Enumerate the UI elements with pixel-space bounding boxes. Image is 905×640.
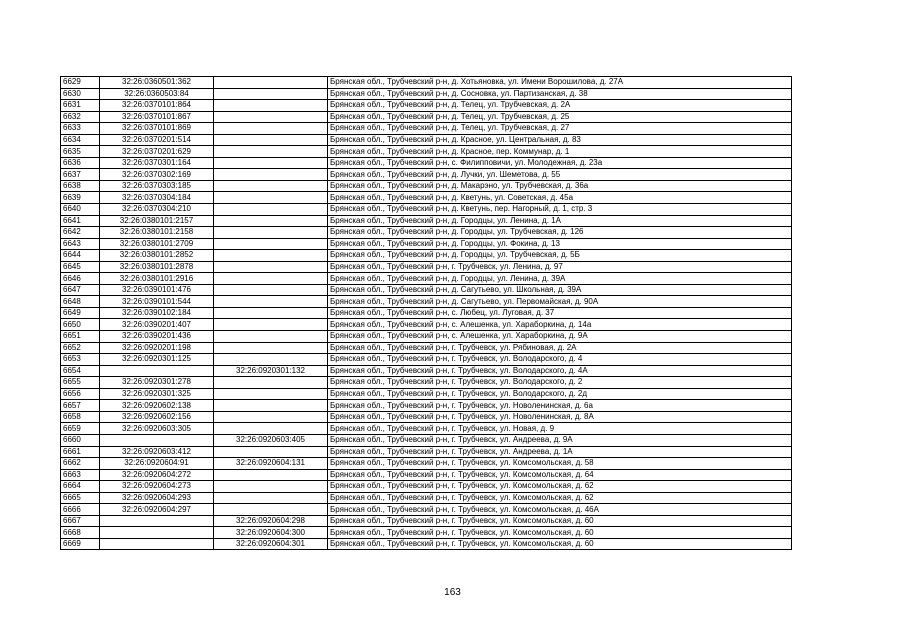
secondary-cadastral-cell: 32:26:0920603:405 <box>214 434 328 446</box>
address-cell: Брянская обл., Трубчевский р-н, г. Трубчевск, ул. Новая, д. 9 <box>328 423 792 435</box>
secondary-cadastral-cell: 32:26:0920604:298 <box>214 515 328 527</box>
table-row <box>61 169 792 181</box>
table-row <box>61 273 792 285</box>
table-row <box>61 377 792 389</box>
row-number-cell: 6654 <box>61 365 100 377</box>
secondary-cadastral-cell <box>214 88 328 100</box>
address-cell: Брянская обл., Трубчевский р-н, г. Трубчевск, ул. Комсомольская, д. 62 <box>328 481 792 493</box>
row-number-cell: 6629 <box>61 77 100 89</box>
row-number-cell: 6658 <box>61 411 100 423</box>
cadastral-number-cell: 32:26:0360501:362 <box>100 77 214 89</box>
address-cell: Брянская обл., Трубчевский р-н, д. Городцы, ул. Трубчевская, д. 5Б <box>328 250 792 262</box>
cadastral-number-cell: 32:26:0920604:273 <box>100 481 214 493</box>
address-cell: Брянская обл., Трубчевский р-н, д. Кветунь, пер. Нагорный, д. 1, стр. 3 <box>328 204 792 216</box>
cadastral-number-cell: 32:26:0920604:293 <box>100 492 214 504</box>
row-number-cell: 6633 <box>61 123 100 135</box>
row-number-cell: 6630 <box>61 88 100 100</box>
secondary-cadastral-cell <box>214 157 328 169</box>
address-cell: Брянская обл., Трубчевский р-н, д. Кветунь, ул. Советская, д. 45а <box>328 192 792 204</box>
cadastral-number-cell: 32:26:0920604:91 <box>100 458 214 470</box>
table-row <box>61 146 792 158</box>
row-number-cell: 6640 <box>61 204 100 216</box>
table-row <box>61 400 792 412</box>
table-row <box>61 215 792 227</box>
cadastral-number-cell: 32:26:0380101:2852 <box>100 250 214 262</box>
secondary-cadastral-cell <box>214 504 328 516</box>
address-cell: Брянская обл., Трубчевский р-н, г. Трубчевск, ул. Рябиновая, д. 2А <box>328 342 792 354</box>
address-cell: Брянская обл., Трубчевский р-н, г. Трубчевск, ул. Ленина, д. 97 <box>328 261 792 273</box>
row-number-cell: 6649 <box>61 307 100 319</box>
cadastral-number-cell: 32:26:0370201:514 <box>100 134 214 146</box>
cadastral-number-cell: 32:26:0920604:297 <box>100 504 214 516</box>
table-row <box>61 284 792 296</box>
address-cell: Брянская обл., Трубчевский р-н, д. Городцы, ул. Трубчевская, д. 126 <box>328 227 792 239</box>
table-row <box>61 296 792 308</box>
secondary-cadastral-cell <box>214 111 328 123</box>
table-row <box>61 100 792 112</box>
address-cell: Брянская обл., Трубчевский р-н, д. Телец, ул. Трубчевская, д. 27 <box>328 123 792 135</box>
table-row <box>61 411 792 423</box>
address-cell: Брянская обл., Трубчевский р-н, г. Трубчевск, ул. Комсомольская, д. 60 <box>328 538 792 550</box>
secondary-cadastral-cell <box>214 238 328 250</box>
secondary-cadastral-cell <box>214 134 328 146</box>
cadastral-number-cell <box>100 515 214 527</box>
cadastral-number-cell: 32:26:0390102:184 <box>100 307 214 319</box>
row-number-cell: 6650 <box>61 319 100 331</box>
cadastral-number-cell: 32:26:0920603:412 <box>100 446 214 458</box>
row-number-cell: 6644 <box>61 250 100 262</box>
cadastral-number-cell: 32:26:0380101:2158 <box>100 227 214 239</box>
table-row <box>61 307 792 319</box>
row-number-cell: 6651 <box>61 331 100 343</box>
table-row <box>61 123 792 135</box>
row-number-cell: 6660 <box>61 434 100 446</box>
secondary-cadastral-cell <box>214 227 328 239</box>
table-row <box>61 342 792 354</box>
row-number-cell: 6639 <box>61 192 100 204</box>
table-row <box>61 481 792 493</box>
table-row <box>61 515 792 527</box>
row-number-cell: 6634 <box>61 134 100 146</box>
row-number-cell: 6635 <box>61 146 100 158</box>
secondary-cadastral-cell <box>214 446 328 458</box>
secondary-cadastral-cell <box>214 492 328 504</box>
cadastral-number-cell: 32:26:0360503:84 <box>100 88 214 100</box>
table-row <box>61 227 792 239</box>
address-cell: Брянская обл., Трубчевский р-н, г. Трубчевск, ул. Новоленинская, д. 8А <box>328 411 792 423</box>
cadastral-number-cell: 32:26:0380101:2157 <box>100 215 214 227</box>
row-number-cell: 6638 <box>61 180 100 192</box>
document-page <box>60 76 792 550</box>
row-number-cell: 6647 <box>61 284 100 296</box>
secondary-cadastral-cell <box>214 411 328 423</box>
table-row <box>61 319 792 331</box>
cadastral-number-cell: 32:26:0370304:184 <box>100 192 214 204</box>
secondary-cadastral-cell <box>214 342 328 354</box>
secondary-cadastral-cell <box>214 204 328 216</box>
row-number-cell: 6637 <box>61 169 100 181</box>
cadastral-number-cell: 32:26:0390101:476 <box>100 284 214 296</box>
table-row <box>61 134 792 146</box>
address-cell: Брянская обл., Трубчевский р-н, г. Трубчевск, ул. Комсомольская, д. 64 <box>328 469 792 481</box>
cadastral-number-cell: 32:26:0370101:869 <box>100 123 214 135</box>
address-cell: Брянская обл., Трубчевский р-н, д. Городцы, ул. Ленина, д. 39А <box>328 273 792 285</box>
table-row <box>61 423 792 435</box>
address-cell: Брянская обл., Трубчевский р-н, д. Сосновка, ул. Партизанская, д. 38 <box>328 88 792 100</box>
row-number-cell: 6662 <box>61 458 100 470</box>
address-cell: Брянская обл., Трубчевский р-н, д. Красное, ул. Центральная, д. 83 <box>328 134 792 146</box>
address-cell: Брянская обл., Трубчевский р-н, с. Алешенка, ул. Хараборкина, д. 14а <box>328 319 792 331</box>
row-number-cell: 6667 <box>61 515 100 527</box>
address-cell: Брянская обл., Трубчевский р-н, г. Трубчевск, ул. Комсомольская, д. 46А <box>328 504 792 516</box>
cadastral-number-cell: 32:26:0370304:210 <box>100 204 214 216</box>
table-row <box>61 238 792 250</box>
address-cell: Брянская обл., Трубчевский р-н, г. Трубчевск, ул. Володарского, д. 2д <box>328 388 792 400</box>
table-row <box>61 527 792 539</box>
row-number-cell: 6643 <box>61 238 100 250</box>
table-row <box>61 331 792 343</box>
secondary-cadastral-cell <box>214 261 328 273</box>
table-row <box>61 538 792 550</box>
secondary-cadastral-cell: 32:26:0920301:132 <box>214 365 328 377</box>
table-row <box>61 111 792 123</box>
secondary-cadastral-cell <box>214 296 328 308</box>
property-table-body <box>61 77 792 550</box>
cadastral-number-cell: 32:26:0920604:272 <box>100 469 214 481</box>
secondary-cadastral-cell <box>214 354 328 366</box>
secondary-cadastral-cell <box>214 377 328 389</box>
cadastral-number-cell <box>100 538 214 550</box>
secondary-cadastral-cell <box>214 400 328 412</box>
table-row <box>61 204 792 216</box>
cadastral-number-cell: 32:26:0370201:629 <box>100 146 214 158</box>
address-cell: Брянская обл., Трубчевский р-н, г. Трубчевск, ул. Володарского, д. 4А <box>328 365 792 377</box>
cadastral-number-cell: 32:26:0920201:198 <box>100 342 214 354</box>
row-number-cell: 6663 <box>61 469 100 481</box>
secondary-cadastral-cell <box>214 215 328 227</box>
table-row <box>61 434 792 446</box>
secondary-cadastral-cell <box>214 273 328 285</box>
row-number-cell: 6664 <box>61 481 100 493</box>
cadastral-number-cell: 32:26:0920301:278 <box>100 377 214 389</box>
row-number-cell: 6648 <box>61 296 100 308</box>
address-cell: Брянская обл., Трубчевский р-н, г. Трубчевск, ул. Володарского, д. 2 <box>328 377 792 389</box>
table-row <box>61 157 792 169</box>
address-cell: Брянская обл., Трубчевский р-н, г. Трубчевск, ул. Новоленинская, д. 6а <box>328 400 792 412</box>
row-number-cell: 6655 <box>61 377 100 389</box>
address-cell: Брянская обл., Трубчевский р-н, д. Телец, ул. Трубчевская, д. 25 <box>328 111 792 123</box>
secondary-cadastral-cell: 32:26:0920604:300 <box>214 527 328 539</box>
table-row <box>61 180 792 192</box>
table-row <box>61 77 792 89</box>
cadastral-number-cell: 32:26:0370301:164 <box>100 157 214 169</box>
address-cell: Брянская обл., Трубчевский р-н, г. Трубчевск, ул. Комсомольская, д. 62 <box>328 492 792 504</box>
table-row <box>61 504 792 516</box>
cadastral-number-cell: 32:26:0380101:2878 <box>100 261 214 273</box>
secondary-cadastral-cell <box>214 481 328 493</box>
cadastral-number-cell: 32:26:0920602:156 <box>100 411 214 423</box>
row-number-cell: 6632 <box>61 111 100 123</box>
table-row <box>61 388 792 400</box>
address-cell: Брянская обл., Трубчевский р-н, г. Трубчевск, ул. Володарского, д. 4 <box>328 354 792 366</box>
table-row <box>61 458 792 470</box>
row-number-cell: 6661 <box>61 446 100 458</box>
cadastral-number-cell: 32:26:0380101:2916 <box>100 273 214 285</box>
address-cell: Брянская обл., Трубчевский р-н, г. Трубчевск, ул. Комсомольская, д. 58 <box>328 458 792 470</box>
secondary-cadastral-cell <box>214 192 328 204</box>
cadastral-number-cell <box>100 527 214 539</box>
row-number-cell: 6669 <box>61 538 100 550</box>
row-number-cell: 6642 <box>61 227 100 239</box>
address-cell: Брянская обл., Трубчевский р-н, д. Лучки, ул. Шеметова, д. 55 <box>328 169 792 181</box>
address-cell: Брянская обл., Трубчевский р-н, д. Хотьяновка, ул. Имени Ворошилова, д. 27А <box>328 77 792 89</box>
row-number-cell: 6652 <box>61 342 100 354</box>
secondary-cadastral-cell: 32:26:0920604:131 <box>214 458 328 470</box>
secondary-cadastral-cell <box>214 284 328 296</box>
secondary-cadastral-cell <box>214 180 328 192</box>
address-cell: Брянская обл., Трубчевский р-н, д. Красное, пер. Коммунар, д. 1 <box>328 146 792 158</box>
secondary-cadastral-cell <box>214 123 328 135</box>
secondary-cadastral-cell <box>214 307 328 319</box>
secondary-cadastral-cell <box>214 319 328 331</box>
cadastral-number-cell <box>100 434 214 446</box>
table-row <box>61 365 792 377</box>
table-row <box>61 469 792 481</box>
table-row <box>61 261 792 273</box>
cadastral-number-cell: 32:26:0380101:2709 <box>100 238 214 250</box>
table-row <box>61 250 792 262</box>
property-table <box>60 76 792 550</box>
row-number-cell: 6666 <box>61 504 100 516</box>
cadastral-number-cell: 32:26:0390201:407 <box>100 319 214 331</box>
table-row <box>61 192 792 204</box>
address-cell: Брянская обл., Трубчевский р-н, с. Любец, ул. Луговая, д. 37 <box>328 307 792 319</box>
secondary-cadastral-cell: 32:26:0920604:301 <box>214 538 328 550</box>
secondary-cadastral-cell <box>214 388 328 400</box>
row-number-cell: 6659 <box>61 423 100 435</box>
address-cell: Брянская обл., Трубчевский р-н, г. Трубчевск, ул. Комсомольская, д. 60 <box>328 527 792 539</box>
secondary-cadastral-cell <box>214 469 328 481</box>
table-row <box>61 492 792 504</box>
cadastral-number-cell: 32:26:0370303:185 <box>100 180 214 192</box>
secondary-cadastral-cell <box>214 169 328 181</box>
row-number-cell: 6656 <box>61 388 100 400</box>
cadastral-number-cell <box>100 365 214 377</box>
secondary-cadastral-cell <box>214 100 328 112</box>
table-row <box>61 446 792 458</box>
address-cell: Брянская обл., Трубчевский р-н, г. Трубчевск, ул. Андреева, д. 1А <box>328 446 792 458</box>
cadastral-number-cell: 32:26:0920602:138 <box>100 400 214 412</box>
cadastral-number-cell: 32:26:0920301:125 <box>100 354 214 366</box>
cadastral-number-cell: 32:26:0920603:305 <box>100 423 214 435</box>
table-row <box>61 88 792 100</box>
secondary-cadastral-cell <box>214 250 328 262</box>
address-cell: Брянская обл., Трубчевский р-н, с. Филипповичи, ул. Молодежная, д. 23а <box>328 157 792 169</box>
cadastral-number-cell: 32:26:0390201:436 <box>100 331 214 343</box>
row-number-cell: 6653 <box>61 354 100 366</box>
cadastral-number-cell: 32:26:0390101:544 <box>100 296 214 308</box>
address-cell: Брянская обл., Трубчевский р-н, д. Сагутьево, ул. Первомайская, д. 90А <box>328 296 792 308</box>
row-number-cell: 6641 <box>61 215 100 227</box>
address-cell: Брянская обл., Трубчевский р-н, с. Алешенка, ул. Хараборкина, д. 9А <box>328 331 792 343</box>
address-cell: Брянская обл., Трубчевский р-н, д. Городцы, ул. Фокина, д. 13 <box>328 238 792 250</box>
address-cell: Брянская обл., Трубчевский р-н, д. Телец, ул. Трубчевская, д. 2А <box>328 100 792 112</box>
cadastral-number-cell: 32:26:0920301:325 <box>100 388 214 400</box>
address-cell: Брянская обл., Трубчевский р-н, д. Городцы, ул. Ленина, д. 1А <box>328 215 792 227</box>
row-number-cell: 6665 <box>61 492 100 504</box>
cadastral-number-cell: 32:26:0370101:864 <box>100 100 214 112</box>
cadastral-number-cell: 32:26:0370101:867 <box>100 111 214 123</box>
page-number: 163 <box>444 587 461 598</box>
row-number-cell: 6631 <box>61 100 100 112</box>
address-cell: Брянская обл., Трубчевский р-н, г. Трубчевск, ул. Андреева, д. 9А <box>328 434 792 446</box>
cadastral-number-cell: 32:26:0370302:169 <box>100 169 214 181</box>
secondary-cadastral-cell <box>214 77 328 89</box>
row-number-cell: 6646 <box>61 273 100 285</box>
row-number-cell: 6645 <box>61 261 100 273</box>
address-cell: Брянская обл., Трубчевский р-н, г. Трубчевск, ул. Комсомольская, д. 60 <box>328 515 792 527</box>
secondary-cadastral-cell <box>214 146 328 158</box>
row-number-cell: 6657 <box>61 400 100 412</box>
address-cell: Брянская обл., Трубчевский р-н, д. Сагутьево, ул. Школьная, д. 39А <box>328 284 792 296</box>
secondary-cadastral-cell <box>214 331 328 343</box>
row-number-cell: 6636 <box>61 157 100 169</box>
row-number-cell: 6668 <box>61 527 100 539</box>
table-row <box>61 354 792 366</box>
address-cell: Брянская обл., Трубчевский р-н, д. Макарэно, ул. Трубчевская, д. 36а <box>328 180 792 192</box>
secondary-cadastral-cell <box>214 423 328 435</box>
